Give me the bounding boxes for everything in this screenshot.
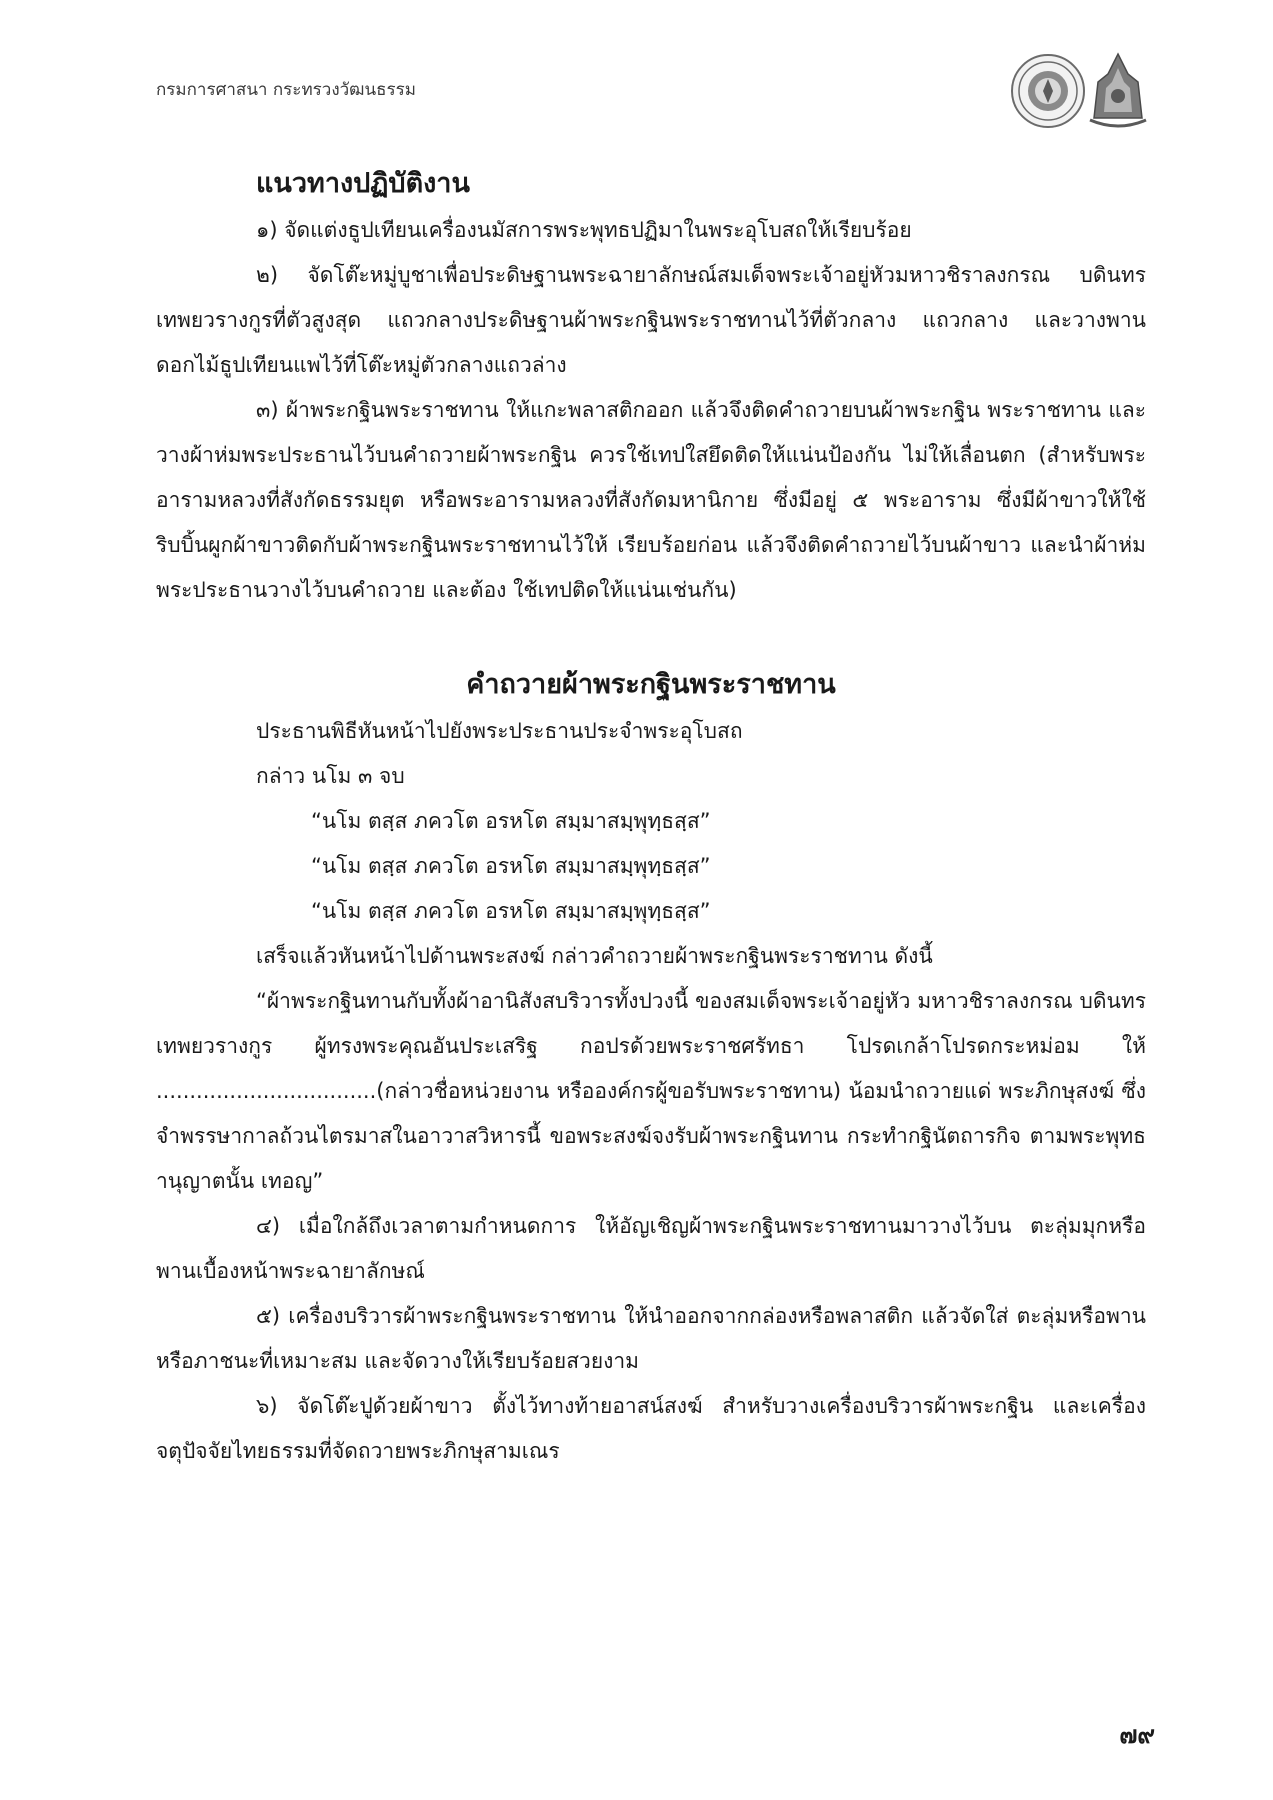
instruction-line: กล่าว นโม ๓ จบ <box>256 764 405 788</box>
section-heading-offering: คำถวายผ้าพระกฐินพระราชทาน <box>466 669 836 700</box>
page-content <box>156 160 1146 1474</box>
logos <box>1006 48 1156 134</box>
header-org-name: กรมการศาสนา กระทรวงวัฒนธรรม <box>156 80 416 100</box>
instruction-line: เสร็จแล้วหันหน้าไปด้านพระสงฆ์ กล่าวคำถวายผ้าพระกฐินพระราชทาน ดังนี้ <box>256 944 933 968</box>
offering-text: “ผ้าพระกฐินทานกับทั้งผ้าอานิสังสบริวารทั้งปวงนี้ ของสมเด็จพระเจ้าอยู่หัว มหาวชิราลงกรณ บดินทรเทพยวรางกูร ผู้ทรงพระคุณอันประเสริฐ กอปรด้วยพระราชศรัทธา โปรดเกล้าโปรดกระหม่อม ให้ .................................(กล่าวชื่อหน่วยงาน หรือองค์กรผู้ขอรับพระราชทาน) น้อมนำถวายแด่ พระภิกษุสงฆ์ ซึ่งจำพรรษากาลถ้วนไตรมาสในอาวาสวิหารนี้ ขอพระสงฆ์จงรับผ้าพระกฐินทาน กระทำกฐินัตถารกิจ ตามพระพุทธานุญาตนั้น เทอญ” <box>156 989 1146 1193</box>
guideline-item-1: ๑) จัดแต่งธูปเทียนเครื่องนมัสการพระพุทธปฏิมาในพระอุโบสถให้เรียบร้อย <box>256 218 912 242</box>
guideline-item-3: ๓) ผ้าพระกฐินพระราชทาน ให้แกะพลาสติกออก แล้วจึงติดคำถวายบนผ้าพระกฐิน พระราชทาน และวางผ้าห่มพระประธานไว้บนคำถวายผ้าพระกฐิน ควรใช้เทปใสยึดติดให้แน่นป้องกัน ไม่ให้เลื่อนตก (สำหรับพระอารามหลวงที่สังกัดธรรมยุต หรือพระอารามหลวงที่สังกัดมหานิกาย ซึ่งมีอยู่ ๕ พระอาราม ซึ่งมีผ้าขาวให้ใช้ริบบิ้นผูกผ้าขาวติดกับผ้าพระกฐินพระราชทานไว้ให้ เรียบร้อยก่อน แล้วจึงติดคำถวายไว้บนผ้าขาว และนำผ้าห่มพระประธานวางไว้บนคำถวาย และต้อง ใช้เทปติดให้แน่นเช่นกัน) <box>156 398 1146 602</box>
namo-chant-line: “นโม ตสฺส ภควโต อรหโต สมฺมาสมฺพุทฺธสฺส” <box>311 899 711 923</box>
guideline-item-5: ๕) เครื่องบริวารผ้าพระกฐินพระราชทาน ให้นำออกจากกล่องหรือพลาสติก แล้วจัดใส่ ตะลุ่มหรือพานหรือภาชนะที่เหมาะสม และจัดวางให้เรียบร้อยสวยงาม <box>156 1304 1146 1373</box>
section-heading-guidelines: แนวทางปฏิบัติงาน <box>256 168 470 199</box>
namo-chant-line: “นโม ตสฺส ภควโต อรหโต สมฺมาสมฺพุทฺธสฺส” <box>311 854 711 878</box>
ministry-emblem-icon <box>1090 54 1146 126</box>
page-number: ๗๙ <box>1119 1721 1155 1749</box>
guideline-item-6: ๖) จัดโต๊ะปูด้วยผ้าขาว ตั้งไว้ทางท้ายอาสน์สงฆ์ สำหรับวางเครื่องบริวารผ้าพระกฐิน และเครื่องจตุปัจจัยไทยธรรมที่จัดถวายพระภิกษุสามเณร <box>156 1394 1146 1463</box>
guideline-item-2: ๒) จัดโต๊ะหมู่บูชาเพื่อประดิษฐานพระฉายาลักษณ์สมเด็จพระเจ้าอยู่หัวมหาวชิราลงกรณ บดินทรเทพยวรางกูรที่ตัวสูงสุด แถวกลางประดิษฐานผ้าพระกฐินพระราชทานไว้ที่ตัวกลาง แถวกลาง และวางพานดอกไม้ธูปเทียนแพไว้ที่โต๊ะหมู่ตัวกลางแถวล่าง <box>156 263 1146 377</box>
department-seal-icon <box>1012 55 1084 127</box>
guideline-item-4: ๔) เมื่อใกล้ถึงเวลาตามกำหนดการ ให้อัญเชิญผ้าพระกฐินพระราชทานมาวางไว้บน ตะลุ่มมุกหรือพานเบื้องหน้าพระฉายาลักษณ์ <box>156 1214 1146 1283</box>
instruction-line: ประธานพิธีหันหน้าไปยังพระประธานประจำพระอุโบสถ <box>256 719 743 743</box>
namo-chant-line: “นโม ตสฺส ภควโต อรหโต สมฺมาสมฺพุทฺธสฺส” <box>311 809 711 833</box>
